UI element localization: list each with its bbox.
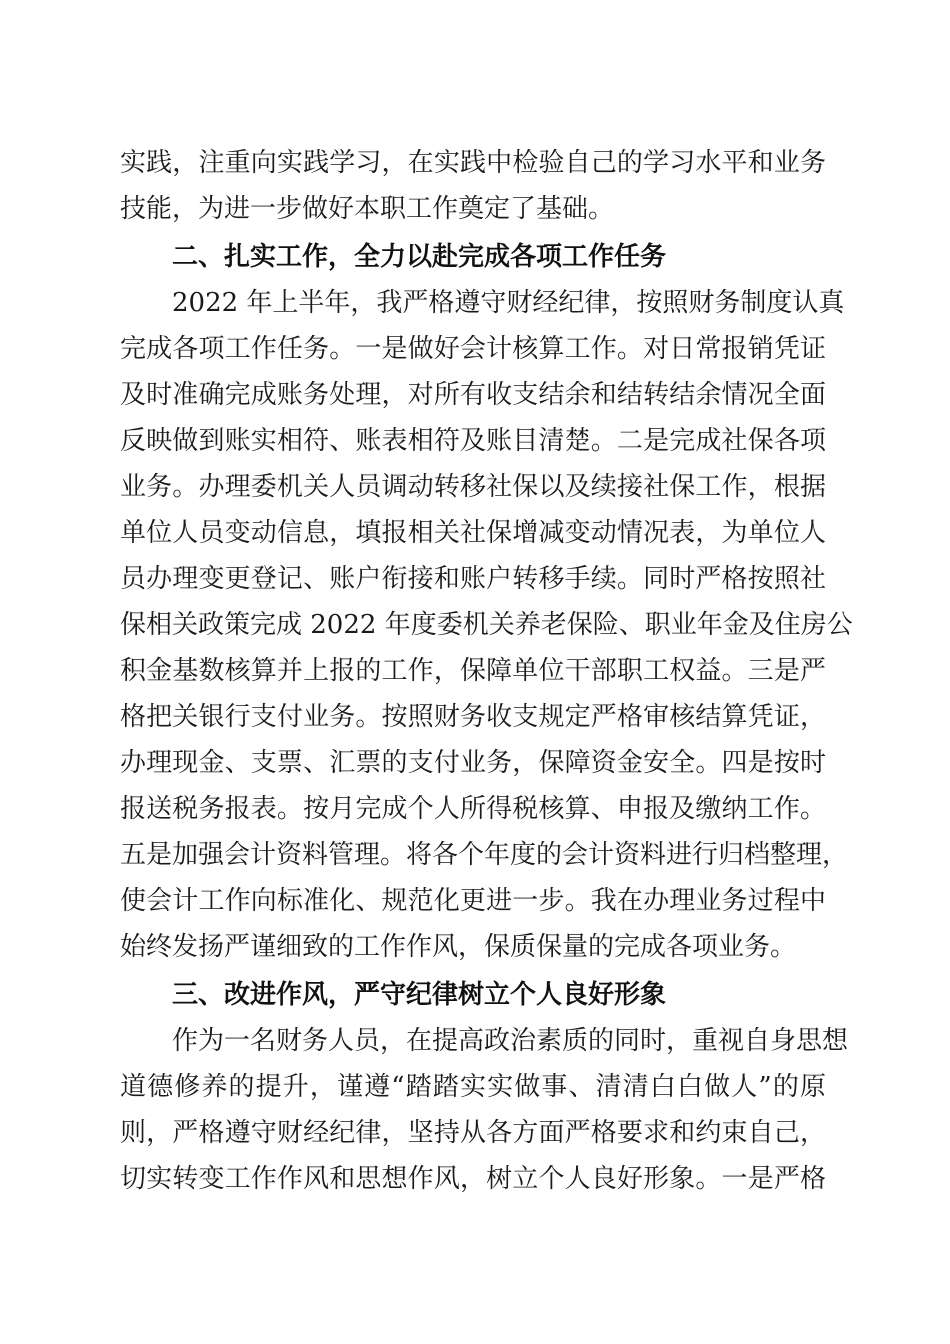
paragraph-line: 反映做到账实相符、账表相符及账目清楚。二是完成社保各项 bbox=[120, 426, 826, 456]
paragraph-line: 员办理变更登记、账户衔接和账户转移手续。同时严格按照社 bbox=[120, 564, 826, 594]
paragraph-line: 始终发扬严谨细致的工作作风，保质保量的完成各项业务。 bbox=[120, 932, 797, 962]
paragraph-line: 及时准确完成账务处理，对所有收支结余和结转结余情况全面 bbox=[120, 380, 826, 410]
paragraph-line: 格把关银行支付业务。按照财务收支规定严格审核结算凭证， bbox=[120, 702, 826, 732]
paragraph-line: 积金基数核算并上报的工作，保障单位干部职工权益。三是严 bbox=[120, 656, 826, 686]
paragraph-line: 五是加强会计资料管理。将各个年度的会计资料进行归档整理， bbox=[120, 840, 849, 870]
paragraph-line: 单位人员变动信息，填报相关社保增减变动情况表，为单位人 bbox=[120, 518, 826, 548]
section-heading-3: 三、改进作风，严守纪律树立个人良好形象 bbox=[172, 980, 667, 1010]
paragraph-line: 报送税务报表。按月完成个人所得税核算、申报及缴纳工作。 bbox=[120, 794, 826, 824]
paragraph-line: 作为一名财务人员，在提高政治素质的同时，重视自身思想 bbox=[172, 1026, 849, 1056]
section-heading-2: 二、扎实工作，全力以赴完成各项工作任务 bbox=[172, 242, 667, 272]
paragraph-line: 则，严格遵守财经纪律，坚持从各方面严格要求和约束自己， bbox=[120, 1118, 826, 1148]
paragraph-line: 业务。办理委机关人员调动转移社保以及续接社保工作，根据 bbox=[120, 472, 826, 502]
paragraph-line: 技能，为进一步做好本职工作奠定了基础。 bbox=[120, 194, 615, 224]
paragraph-line: 2022 年上半年，我严格遵守财经纪律，按照财务制度认真 bbox=[172, 288, 845, 318]
paragraph-line: 道德修养的提升，谨遵“踏踏实实做事、清清白白做人”的原 bbox=[120, 1072, 826, 1102]
paragraph-line: 完成各项工作任务。一是做好会计核算工作。对日常报销凭证 bbox=[120, 334, 826, 364]
paragraph-line: 使会计工作向标准化、规范化更进一步。我在办理业务过程中 bbox=[120, 886, 826, 916]
paragraph-line: 切实转变工作作风和思想作风，树立个人良好形象。一是严格 bbox=[120, 1164, 826, 1194]
paragraph-line: 保相关政策完成 2022 年度委机关养老保险、职业年金及住房公 bbox=[120, 610, 853, 640]
paragraph-line: 实践，注重向实践学习，在实践中检验自己的学习水平和业务 bbox=[120, 148, 826, 178]
paragraph-line: 办理现金、支票、汇票的支付业务，保障资金安全。四是按时 bbox=[120, 748, 826, 778]
